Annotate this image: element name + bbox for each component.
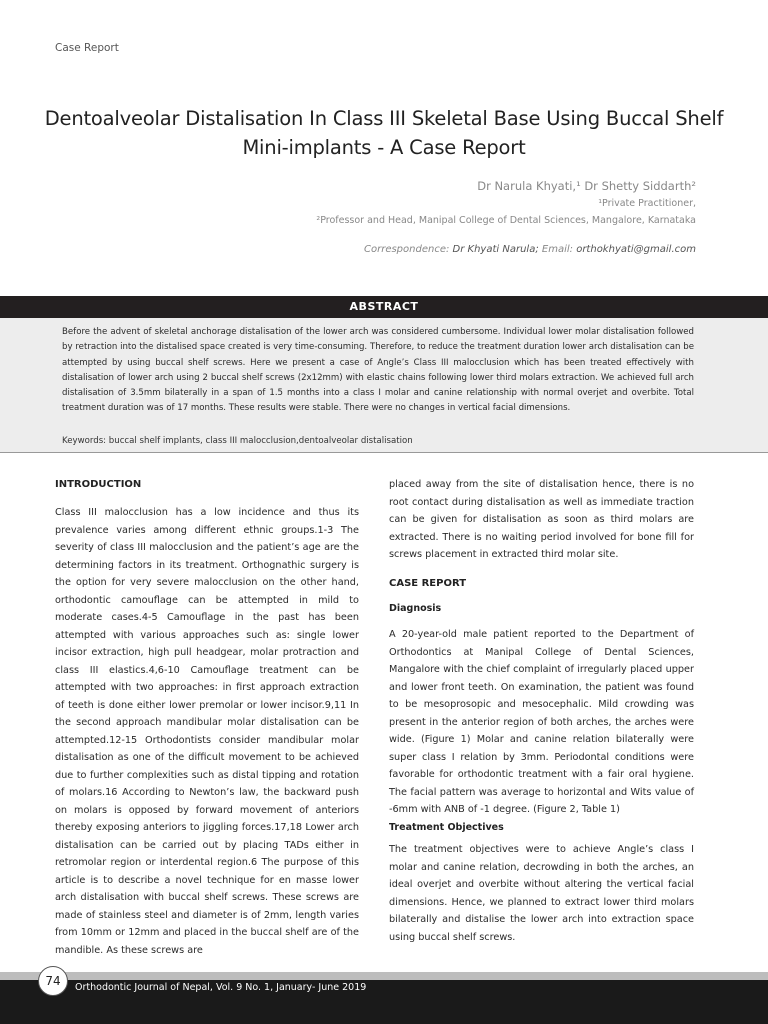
case-report-heading: CASE REPORT (389, 578, 467, 589)
correspondence-email[interactable]: orthokhyati@gmail.com (576, 244, 696, 255)
correspondence-label: Correspondence: (364, 244, 450, 255)
affiliation-2: ²Professor and Head, Manipal College of Dental Sciences, Mangalore, Karnataka (316, 215, 696, 226)
treatment-objectives-heading: Treatment Objectives (389, 822, 504, 833)
introduction-text: Class III malocclusion has a low incidence and thus its prevalence varies among different ethnic groups.1-3 The severity of class III malocclusion and the patient’s age are the determining factors in its treatment. Orthognathic surgery is the option for very severe malocclusion on the other hand, orthodontic camouflage can be attempted in mild to moderate cases.4-5 Camouflage in the past has been attempted with various approaches such as: single lower incisor extraction, high pull headgear, molar protraction and class III elastics.4,6-10 Camouflage treatment can be attempted with two approaches: in first approach extraction of teeth is done either lower premolar or lower incisor.9,11 In the second approach mandibular molar distalisation can be attempted.12-15 Orthodontists consider mandibular molar distalisation as one of the difficult movement to be achieved due to further complexities such as distal tipping and rotation of molars.16 According to Newton’s law, the backward push on molars is opposed by forward movement of anteriors thereby exposing anteriors to jiggling forces.17,18 Lower arch distalisation can be carried out by placing TADs either in retromolar region or interdental region.6 The purpose of this article is to describe a novel technique for en masse lower arch distalisation with buccal shelf screws. These screws are made of stainless steel and diameter is of 2mm, length varies from 10mm or 12mm and placed in the buccal shelf are of the mandible. As these screws are (55, 507, 359, 956)
article-type-label: Case Report (55, 42, 119, 54)
affiliation-1: ¹Private Practitioner, (598, 198, 696, 209)
abstract-text: Before the advent of skeletal anchorage distalisation of the lower arch was considered cumbersome. Individual lower molar distalisation followed by retraction into the distalised space created is very time-consuming. Therefore, to reduce the treatment duration lower arch distalisation can be attempted by using buccal shelf screws. Here we present a case of Angle’s Class III malocclusion which has been treated effectively with distalisation of lower arch using 2 buccal shelf screws (2x12mm) with elastic chains following lower third molars extraction. We achieved full arch distalisation of 3.5mm bilaterally in a span of 1.5 months into a class I molar and canine relationship with normal overjet and overbite. Total treatment duration was of 17 months. These results were stable. There were no changes in vertical facial dimensions. (62, 327, 694, 414)
author-names: Dr Narula Khyati,¹ Dr Shetty Siddarth² (477, 179, 696, 193)
author-block (316, 178, 696, 229)
treatment-objectives-text: The treatment objectives were to achieve Angle’s class I molar and canine relation, decrowding in both the arches, an ideal overjet and overbite without altering the vertical facial dimensions. Hence, we planned to extract lower third molars bilaterally and distalise the lower arch into extraction space using buccal shelf screws. (389, 844, 694, 943)
correspondence-line (364, 244, 696, 255)
footer-divider (0, 972, 768, 980)
article-title (40, 104, 728, 162)
abstract-heading: ABSTRACT (0, 296, 768, 318)
introduction-heading: INTRODUCTION (55, 479, 142, 490)
email-label: Email: (541, 244, 574, 255)
title-line-2: Mini-implants - A Case Report (242, 136, 526, 159)
introduction-continued-text: placed away from the site of distalisation hence, there is no root contact during distalisation as well as immediate traction can be given for distalisation as soon as third molars are extracted. There is no waiting period involved for bone fill for screws placement in extracted third molar site. (389, 479, 694, 560)
diagnosis-text: A 20-year-old male patient reported to the Department of Orthodontics at Manipal College of Dental Sciences, Mangalore with the chief complaint of irregularly placed upper and lower front teeth. On examination, the patient was found to be mesoprosopic and mesocephalic. Mild crowding was present in the anterior region of both arches, the arches were wide. (Figure 1) Molar and canine relation bilaterally were super class I relation by 3mm. Periodontal conditions were favorable for orthodontic treatment with a fair oral hygiene. The facial pattern was average to horizontal and Wits value of -6mm with ANB of -1 degree. (Figure 2, Table 1) (389, 629, 694, 815)
journal-citation: Orthodontic Journal of Nepal, Vol. 9 No. 1, January- June 2019 (75, 982, 367, 993)
diagnosis-heading: Diagnosis (389, 603, 442, 614)
correspondence-name: Dr Khyati Narula; (452, 244, 539, 255)
title-line-1: Dentoalveolar Distalisation In Class III Skeletal Base Using Buccal Shelf (44, 107, 724, 130)
keywords: Keywords: buccal shelf implants, class III malocclusion,dentoalveolar distalisation (62, 436, 413, 446)
page-number: 74 (38, 966, 68, 996)
